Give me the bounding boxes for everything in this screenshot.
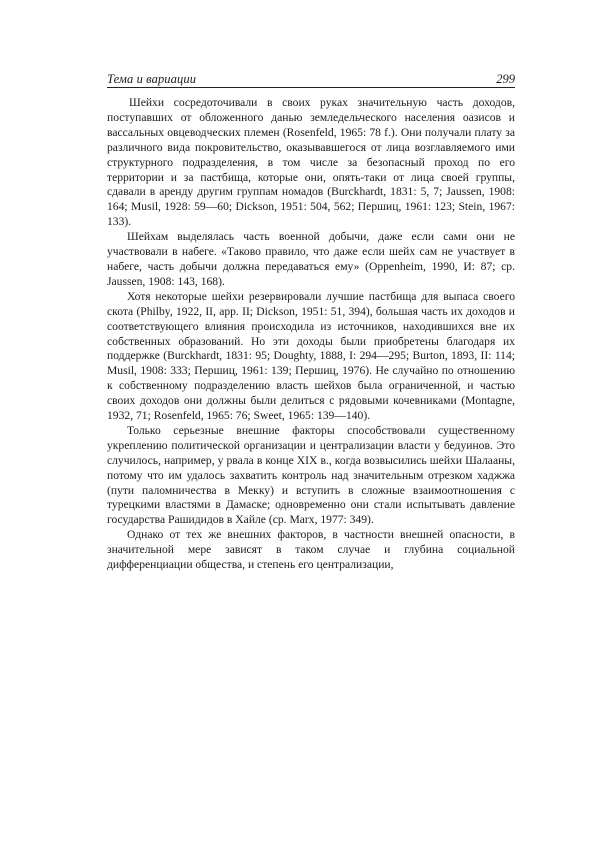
paragraph: Однако от тех же внешних факторов, в частности внешней опасности, в значительной мере зависят в таком случае и глубина социальной дифференциации общества, и степень его централизации, [107,528,515,572]
running-header [107,66,515,88]
paragraph: Только серьезные внешние факторы способствовали существенному укреплению политической организации и централизации власти у бедуинов. Это случилось, например, у рвала в конце XIX в., когда возвысились шейхи Шалааны, потому что им удалось захватить контроль над значительным отрезком хаджжа (пути паломничества в Мекку) и вступить в сложные взаимоотношения с турецкими властями в Дамаске; одновременно они стали испытывать давление государства Рашидидов в Хайле (ср. Marx, 1977: 349). [107,423,515,527]
body-text [107,96,515,573]
page-number: 299 [496,72,515,86]
paragraph: Шейхи сосредоточивали в своих руках значительную часть доходов, поступавших от обложенного данью земледельческого населения оазисов и вассальных овцеводческих племен (Rosenfeld, 1965: 78 f.). Они получали плату за различного вида покровительство, оказывавшегося от лица возглавляемого ими структурного подразделения, в том числе за безопасный проход по его территории и за пастбища, которые они, опять-таки от лица своей группы, сдавали в аренду другим группам номадов (Burckhardt, 1831: 5, 7; Jaussen, 1908: 164; Musil, 1928: 59—60; Dickson, 1951: 504, 562; Першиц, 1961: 123; Stein, 1967: 133). [107,96,515,229]
header-divider [107,87,515,88]
paragraph: Хотя некоторые шейхи резервировали лучшие пастбища для выпаса своего скота (Philby, 1922, II, app. II; Dickson, 1951: 51, 394), большая часть их доходов и соответствующего влияния происходила из источников, находившихся вне их собственных образований. Но эти доходы были приобретены благодаря их поддержке (Burckhardt, 1831: 95; Doughty, 1888, I: 294—295; Burton, 1893, II: 114; Musil, 1908: 333; Першиц, 1961: 139; Першиц, 1976). Не случайно по отношению к собственному подразделению власть шейхов была ограниченной, и частью своих доходов они должны были делиться с рядовыми кочевниками (Montagne, 1932, 71; Rosenfeld, 1965: 76; Sweet, 1965: 139—140). [107,289,515,423]
paragraph: Шейхам выделялась часть военной добычи, даже если сами они не участвовали в набеге. «Таково правило, что даже если шейх сам не участвует в набеге, часть добычи должна передаваться ему» (Oppenheim, 1990, И: 87; ср. Jaussen, 1908: 143, 168). [107,230,515,288]
running-title: Тема и вариации [107,72,197,86]
